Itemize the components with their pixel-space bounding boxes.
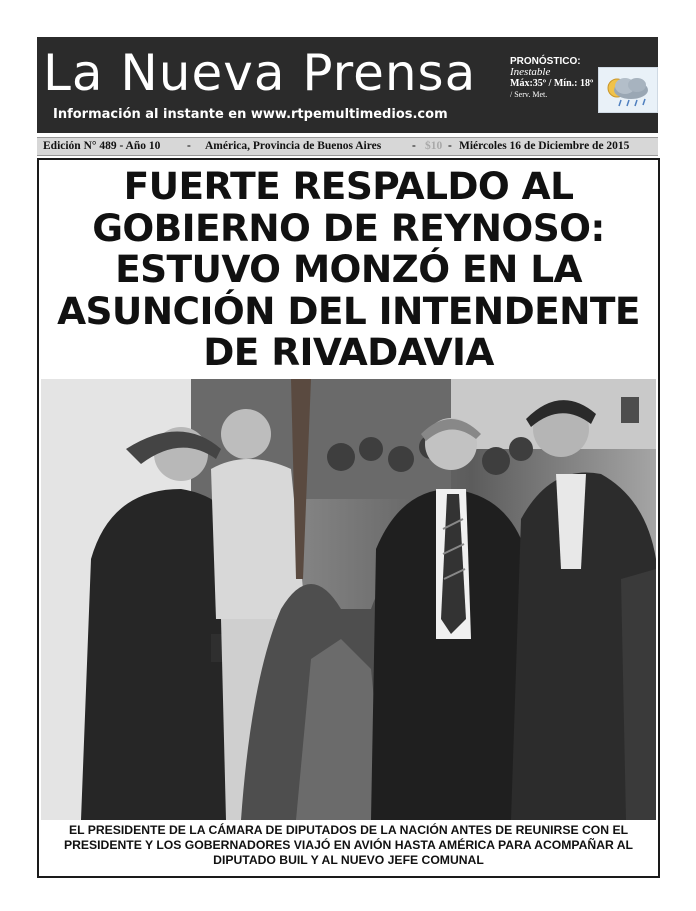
separator: - bbox=[448, 140, 452, 152]
cloud-rain-icon bbox=[598, 67, 658, 113]
forecast-temps: Máx:35º / Mín.: 18º bbox=[510, 78, 594, 89]
front-page-frame bbox=[37, 158, 660, 878]
location: América, Provincia de Buenos Aires bbox=[205, 140, 382, 152]
separator: - bbox=[187, 140, 191, 152]
price: $10 bbox=[425, 140, 443, 152]
main-headline: FUERTE RESPALDO AL GOBIERNO DE REYNOSO: ESTUVO MONZÓ EN LA ASUNCIÓN DEL INTENDENTE DE RIVADAVIA bbox=[57, 164, 640, 374]
cover-photo bbox=[41, 379, 656, 820]
newspaper-title: La Nueva Prensa bbox=[43, 44, 477, 102]
forecast-condition: Inestable bbox=[510, 66, 551, 78]
issue-date: Miércoles 16 de Diciembre de 2015 bbox=[459, 140, 630, 152]
masthead bbox=[37, 37, 658, 133]
edition-number: Edición N° 489 - Año 10 bbox=[43, 140, 161, 152]
photo-caption: EL PRESIDENTE DE LA CÁMARA DE DIPUTADOS DE LA NACIÓN ANTES DE REUNIRSE CON EL PRESIDENTE Y LOS GOBERNADORES VIAJÓ EN AVIÓN HASTA AMÉRICA PARA ACOMPAÑAR AL DIPUTADO BUIL Y AL NUEVO JEFE COMUNAL bbox=[63, 823, 633, 867]
edition-bar bbox=[37, 137, 658, 156]
forecast-label: PRONÓSTICO: bbox=[510, 56, 581, 67]
weather-forecast bbox=[510, 56, 593, 100]
tagline: Información al instante en www.rtpemultimedios.com bbox=[53, 107, 448, 122]
forecast-service: / Serv. Met. bbox=[510, 90, 548, 99]
separator: - bbox=[412, 140, 416, 152]
